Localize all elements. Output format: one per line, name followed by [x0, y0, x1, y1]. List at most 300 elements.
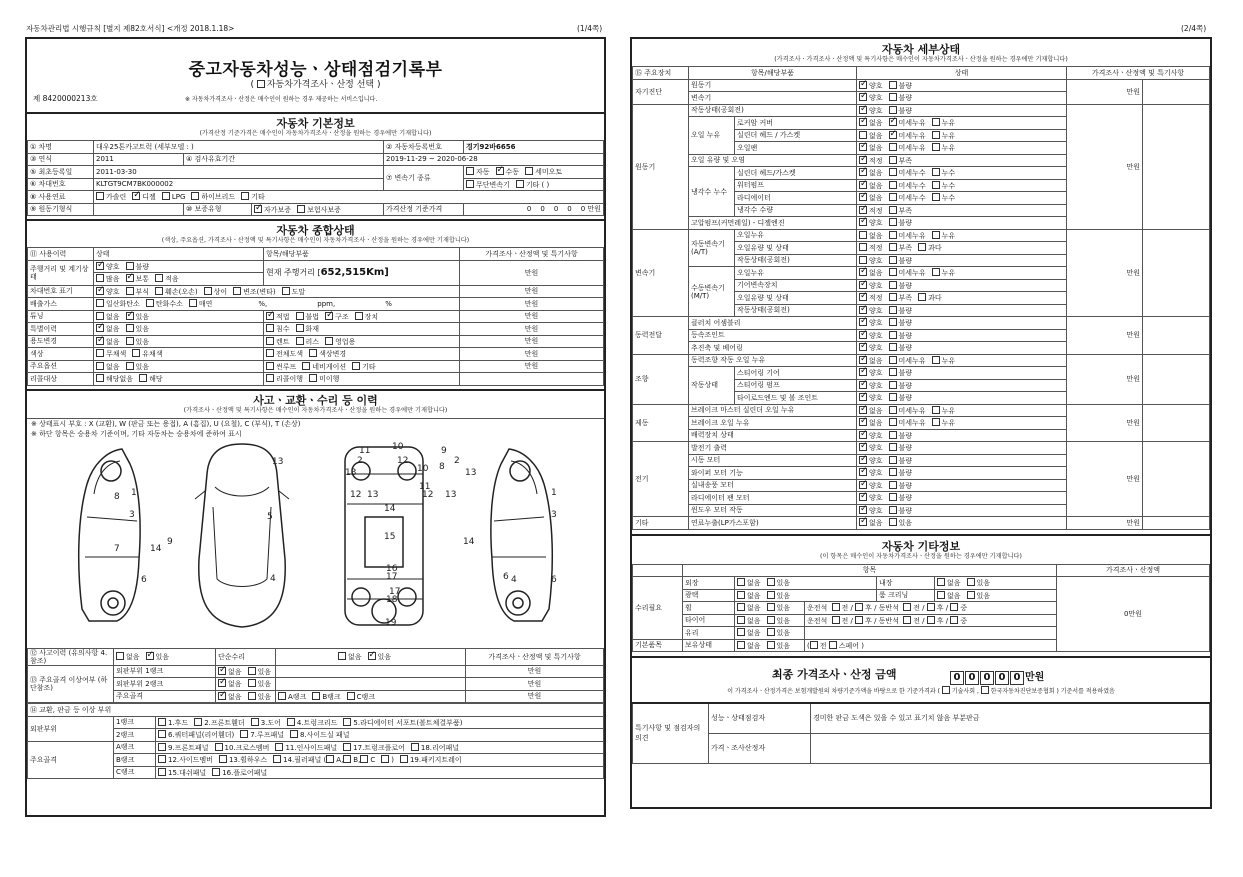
state-option[interactable]	[932, 268, 956, 277]
part-item[interactable]	[158, 718, 188, 727]
checkbox-icon[interactable]	[950, 616, 958, 624]
state-option[interactable]	[859, 481, 883, 490]
state-option[interactable]	[889, 218, 913, 227]
part-item[interactable]	[290, 730, 349, 739]
frame-option[interactable]	[218, 692, 242, 701]
state-option[interactable]	[889, 206, 913, 215]
checkbox-icon[interactable]	[927, 616, 935, 624]
frame-option[interactable]	[248, 679, 272, 688]
checkbox-icon[interactable]	[309, 349, 317, 357]
state-option[interactable]	[889, 368, 913, 377]
checkbox-icon[interactable]	[96, 324, 104, 332]
state-option[interactable]	[889, 106, 913, 115]
checkbox-icon[interactable]	[889, 206, 897, 214]
recall-option[interactable]	[139, 374, 163, 383]
gauge-option[interactable]	[126, 262, 150, 271]
vin-mark-option[interactable]	[233, 287, 276, 296]
recall-option[interactable]	[96, 374, 133, 383]
checkbox-icon[interactable]	[737, 603, 745, 611]
frame-rank-option[interactable]	[312, 692, 340, 701]
checkbox-icon[interactable]	[967, 578, 975, 586]
state-option[interactable]	[859, 156, 883, 165]
checkbox-icon[interactable]	[932, 268, 940, 276]
state-option[interactable]	[889, 118, 926, 127]
checkbox-icon[interactable]	[325, 312, 333, 320]
etc-option[interactable]	[737, 641, 761, 650]
history-detail-option[interactable]	[296, 324, 320, 333]
emission-option[interactable]	[189, 299, 213, 308]
checkbox-icon[interactable]	[932, 118, 940, 126]
state-option[interactable]	[859, 356, 883, 365]
checkbox-icon[interactable]	[859, 306, 867, 314]
checkbox-icon[interactable]	[96, 299, 104, 307]
checkbox-icon[interactable]	[218, 667, 226, 675]
state-option[interactable]	[918, 243, 942, 252]
state-option[interactable]	[859, 106, 883, 115]
checkbox-icon[interactable]	[338, 652, 346, 660]
state-option[interactable]	[889, 256, 913, 265]
part-item[interactable]	[411, 743, 459, 752]
checkbox-icon[interactable]	[889, 493, 897, 501]
checkbox-icon[interactable]	[254, 205, 262, 213]
state-option[interactable]	[859, 231, 883, 240]
state-option[interactable]	[889, 181, 926, 190]
state-option[interactable]	[889, 268, 926, 277]
checkbox-icon[interactable]	[466, 167, 474, 175]
checkbox-icon[interactable]	[859, 156, 867, 164]
checkbox-icon[interactable]	[266, 312, 274, 320]
state-option[interactable]	[889, 243, 913, 252]
checkbox-icon[interactable]	[355, 312, 363, 320]
checkbox-icon[interactable]	[918, 293, 926, 301]
checkbox-icon[interactable]	[859, 93, 867, 101]
warranty-option[interactable]	[254, 205, 291, 214]
etc-option[interactable]	[737, 591, 761, 600]
checkbox-icon[interactable]	[96, 374, 104, 382]
checkbox-icon[interactable]	[889, 281, 897, 289]
state-option[interactable]	[859, 93, 883, 102]
association-checkbox[interactable]	[981, 686, 989, 694]
checkbox-icon[interactable]	[158, 718, 166, 726]
state-option[interactable]	[889, 156, 913, 165]
checkbox-icon[interactable]	[889, 406, 897, 414]
state-option[interactable]	[859, 256, 883, 265]
checkbox-icon[interactable]	[96, 262, 104, 270]
part-item[interactable]	[194, 718, 245, 727]
checkbox-icon[interactable]	[158, 743, 166, 751]
state-option[interactable]	[918, 293, 942, 302]
checkbox-icon[interactable]	[859, 118, 867, 126]
checkbox-icon[interactable]	[360, 755, 368, 763]
state-option[interactable]	[932, 418, 956, 427]
checkbox-icon[interactable]	[96, 337, 104, 345]
checkbox-icon[interactable]	[889, 356, 897, 364]
checkbox-icon[interactable]	[96, 287, 104, 295]
state-option[interactable]	[932, 231, 956, 240]
state-option[interactable]	[889, 393, 913, 402]
state-option[interactable]	[889, 193, 926, 202]
etc-option[interactable]	[937, 591, 961, 600]
price-select-checkbox[interactable]	[257, 80, 265, 88]
checkbox-icon[interactable]	[859, 281, 867, 289]
state-option[interactable]	[859, 268, 883, 277]
options-detail-option[interactable]	[302, 362, 346, 371]
tuning-detail-option[interactable]	[266, 312, 290, 321]
transmission-option[interactable]	[466, 180, 510, 189]
checkbox-icon[interactable]	[737, 641, 745, 649]
state-option[interactable]	[859, 418, 883, 427]
checkbox-icon[interactable]	[932, 181, 940, 189]
checkbox-icon[interactable]	[889, 431, 897, 439]
checkbox-icon[interactable]	[859, 293, 867, 301]
state-option[interactable]	[932, 406, 956, 415]
checkbox-icon[interactable]	[158, 730, 166, 738]
checkbox-icon[interactable]	[273, 755, 281, 763]
checkbox-icon[interactable]	[162, 192, 170, 200]
checkbox-icon[interactable]	[219, 755, 227, 763]
state-option[interactable]	[932, 181, 956, 190]
checkbox-icon[interactable]	[859, 81, 867, 89]
part-item[interactable]	[287, 718, 338, 727]
part-item[interactable]	[381, 755, 394, 764]
checkbox-icon[interactable]	[381, 755, 389, 763]
checkbox-icon[interactable]	[266, 349, 274, 357]
checkbox-icon[interactable]	[767, 641, 775, 649]
frame-option[interactable]	[248, 667, 272, 676]
part-item[interactable]	[273, 755, 375, 764]
state-option[interactable]	[889, 331, 913, 340]
state-option[interactable]	[859, 381, 883, 390]
state-option[interactable]	[889, 443, 913, 452]
state-option[interactable]	[859, 193, 883, 202]
checkbox-icon[interactable]	[932, 418, 940, 426]
history-option[interactable]	[126, 324, 150, 333]
checkbox-icon[interactable]	[859, 193, 867, 201]
checkbox-icon[interactable]	[126, 287, 134, 295]
checkbox-icon[interactable]	[889, 168, 897, 176]
checkbox-icon[interactable]	[889, 181, 897, 189]
checkbox-icon[interactable]	[248, 679, 256, 687]
checkbox-icon[interactable]	[932, 406, 940, 414]
checkbox-icon[interactable]	[155, 274, 163, 282]
checkbox-icon[interactable]	[287, 718, 295, 726]
etc-option[interactable]	[737, 628, 761, 637]
vin-mark-option[interactable]	[155, 287, 198, 296]
checkbox-icon[interactable]	[859, 131, 867, 139]
history-detail-option[interactable]	[266, 324, 290, 333]
state-option[interactable]	[889, 406, 926, 415]
color-option[interactable]	[132, 349, 162, 358]
checkbox-icon[interactable]	[312, 692, 320, 700]
checkbox-icon[interactable]	[212, 768, 220, 776]
checkbox-icon[interactable]	[737, 591, 745, 599]
options-detail-option[interactable]	[266, 362, 296, 371]
checkbox-icon[interactable]	[889, 456, 897, 464]
frame-rank-option[interactable]	[278, 692, 306, 701]
checkbox-icon[interactable]	[126, 362, 134, 370]
checkbox-icon[interactable]	[889, 231, 897, 239]
recall-detail-option[interactable]	[266, 374, 303, 383]
checkbox-icon[interactable]	[889, 306, 897, 314]
checkbox-icon[interactable]	[218, 679, 226, 687]
checkbox-icon[interactable]	[903, 616, 911, 624]
state-option[interactable]	[932, 143, 956, 152]
checkbox-icon[interactable]	[889, 293, 897, 301]
color-option[interactable]	[96, 349, 126, 358]
state-option[interactable]	[889, 143, 926, 152]
frame-rank-option[interactable]	[347, 692, 375, 701]
state-option[interactable]	[859, 168, 883, 177]
recall-detail-option[interactable]	[309, 374, 339, 383]
state-option[interactable]	[859, 506, 883, 515]
state-option[interactable]	[859, 131, 883, 140]
state-option[interactable]	[859, 306, 883, 315]
color-detail-option[interactable]	[309, 349, 346, 358]
state-option[interactable]	[889, 356, 926, 365]
warranty-option[interactable]	[297, 205, 341, 214]
checkbox-icon[interactable]	[516, 180, 524, 188]
checkbox-icon[interactable]	[343, 718, 351, 726]
checkbox-icon[interactable]	[859, 218, 867, 226]
state-option[interactable]	[859, 518, 883, 527]
checkbox-icon[interactable]	[233, 287, 241, 295]
checkbox-icon[interactable]	[932, 168, 940, 176]
state-option[interactable]	[889, 518, 913, 527]
options-option[interactable]	[126, 362, 150, 371]
part-item[interactable]	[158, 743, 209, 752]
checkbox-icon[interactable]	[859, 256, 867, 264]
checkbox-icon[interactable]	[859, 168, 867, 176]
etc-option[interactable]	[737, 616, 761, 625]
color-detail-option[interactable]	[266, 349, 303, 358]
checkbox-icon[interactable]	[967, 591, 975, 599]
checkbox-icon[interactable]	[158, 768, 166, 776]
checkbox-icon[interactable]	[96, 349, 104, 357]
state-option[interactable]	[889, 468, 913, 477]
checkbox-icon[interactable]	[278, 692, 286, 700]
checkbox-icon[interactable]	[96, 192, 104, 200]
state-option[interactable]	[932, 193, 956, 202]
checkbox-icon[interactable]	[126, 274, 134, 282]
checkbox-icon[interactable]	[859, 206, 867, 214]
checkbox-icon[interactable]	[126, 262, 134, 270]
checkbox-icon[interactable]	[266, 374, 274, 382]
checkbox-icon[interactable]	[859, 506, 867, 514]
tuning-option[interactable]	[126, 312, 150, 321]
mileage-option[interactable]	[155, 274, 179, 283]
state-option[interactable]	[889, 456, 913, 465]
part-item[interactable]	[158, 730, 234, 739]
state-option[interactable]	[932, 131, 956, 140]
checkbox-icon[interactable]	[937, 578, 945, 586]
state-option[interactable]	[889, 343, 913, 352]
checkbox-icon[interactable]	[204, 287, 212, 295]
part-item[interactable]	[400, 755, 462, 764]
vin-mark-option[interactable]	[126, 287, 150, 296]
checkbox-icon[interactable]	[191, 192, 199, 200]
checkbox-icon[interactable]	[889, 81, 897, 89]
checkbox-icon[interactable]	[859, 106, 867, 114]
checkbox-icon[interactable]	[855, 616, 863, 624]
checkbox-icon[interactable]	[368, 652, 376, 660]
checkbox-icon[interactable]	[889, 243, 897, 251]
checkbox-icon[interactable]	[859, 393, 867, 401]
simple-repair-option[interactable]	[368, 652, 392, 661]
options-detail-option[interactable]	[352, 362, 376, 371]
checkbox-icon[interactable]	[132, 192, 140, 200]
checkbox-icon[interactable]	[829, 641, 837, 649]
checkbox-icon[interactable]	[889, 368, 897, 376]
checkbox-icon[interactable]	[296, 324, 304, 332]
part-item[interactable]	[158, 768, 206, 777]
state-option[interactable]	[859, 368, 883, 377]
state-option[interactable]	[889, 81, 913, 90]
state-option[interactable]	[889, 431, 913, 440]
state-option[interactable]	[889, 506, 913, 515]
checkbox-icon[interactable]	[767, 628, 775, 636]
checkbox-icon[interactable]	[859, 368, 867, 376]
checkbox-icon[interactable]	[937, 591, 945, 599]
state-option[interactable]	[859, 468, 883, 477]
checkbox-icon[interactable]	[343, 743, 351, 751]
checkbox-icon[interactable]	[96, 274, 104, 282]
checkbox-icon[interactable]	[859, 406, 867, 414]
emission-option[interactable]	[96, 299, 140, 308]
etc-option[interactable]	[767, 591, 791, 600]
checkbox-icon[interactable]	[139, 374, 147, 382]
checkbox-icon[interactable]	[240, 730, 248, 738]
checkbox-icon[interactable]	[215, 743, 223, 751]
part-item[interactable]	[158, 755, 213, 764]
state-option[interactable]	[889, 318, 913, 327]
checkbox-icon[interactable]	[889, 106, 897, 114]
tuning-detail-option[interactable]	[355, 312, 379, 321]
checkbox-icon[interactable]	[932, 231, 940, 239]
accident-option[interactable]	[146, 652, 170, 661]
use-option[interactable]	[96, 337, 120, 346]
state-option[interactable]	[859, 118, 883, 127]
state-option[interactable]	[889, 168, 926, 177]
transmission-option[interactable]	[516, 180, 549, 189]
part-item[interactable]	[212, 768, 267, 777]
checkbox-icon[interactable]	[889, 118, 897, 126]
checkbox-icon[interactable]	[96, 312, 104, 320]
state-option[interactable]	[889, 93, 913, 102]
checkbox-icon[interactable]	[889, 518, 897, 526]
state-option[interactable]	[889, 293, 913, 302]
history-option[interactable]	[96, 324, 120, 333]
checkbox-icon[interactable]	[859, 243, 867, 251]
simple-repair-option[interactable]	[338, 652, 362, 661]
checkbox-icon[interactable]	[859, 331, 867, 339]
checkbox-icon[interactable]	[251, 718, 259, 726]
checkbox-icon[interactable]	[810, 641, 818, 649]
state-option[interactable]	[859, 318, 883, 327]
checkbox-icon[interactable]	[466, 180, 474, 188]
checkbox-icon[interactable]	[496, 167, 504, 175]
checkbox-icon[interactable]	[767, 578, 775, 586]
state-option[interactable]	[889, 481, 913, 490]
checkbox-icon[interactable]	[146, 299, 154, 307]
fuel-option[interactable]	[241, 192, 265, 201]
checkbox-icon[interactable]	[218, 692, 226, 700]
fuel-option[interactable]	[96, 192, 126, 201]
checkbox-icon[interactable]	[146, 652, 154, 660]
state-option[interactable]	[889, 418, 926, 427]
checkbox-icon[interactable]	[859, 318, 867, 326]
state-option[interactable]	[859, 181, 883, 190]
transmission-option[interactable]	[466, 167, 490, 176]
checkbox-icon[interactable]	[859, 231, 867, 239]
checkbox-icon[interactable]	[889, 131, 897, 139]
state-option[interactable]	[859, 343, 883, 352]
checkbox-icon[interactable]	[832, 603, 840, 611]
etc-option[interactable]	[767, 628, 791, 637]
transmission-option[interactable]	[496, 167, 520, 176]
state-option[interactable]	[859, 393, 883, 402]
use-detail-option[interactable]	[325, 337, 355, 346]
fuel-option[interactable]	[132, 192, 156, 201]
checkbox-icon[interactable]	[126, 324, 134, 332]
state-option[interactable]	[859, 243, 883, 252]
checkbox-icon[interactable]	[950, 603, 958, 611]
state-option[interactable]	[859, 443, 883, 452]
state-option[interactable]	[889, 131, 926, 140]
checkbox-icon[interactable]	[248, 667, 256, 675]
use-detail-option[interactable]	[296, 337, 320, 346]
checkbox-icon[interactable]	[859, 431, 867, 439]
vin-mark-option[interactable]	[96, 287, 120, 296]
checkbox-icon[interactable]	[155, 287, 163, 295]
checkbox-icon[interactable]	[525, 167, 533, 175]
part-item[interactable]	[275, 743, 337, 752]
checkbox-icon[interactable]	[411, 743, 419, 751]
checkbox-icon[interactable]	[325, 337, 333, 345]
checkbox-icon[interactable]	[932, 143, 940, 151]
emission-option[interactable]	[146, 299, 183, 308]
use-detail-option[interactable]	[266, 337, 290, 346]
vin-mark-option[interactable]	[204, 287, 228, 296]
checkbox-icon[interactable]	[889, 193, 897, 201]
checkbox-icon[interactable]	[889, 143, 897, 151]
checkbox-icon[interactable]	[290, 730, 298, 738]
checkbox-icon[interactable]	[859, 456, 867, 464]
state-option[interactable]	[859, 81, 883, 90]
checkbox-icon[interactable]	[194, 718, 202, 726]
checkbox-icon[interactable]	[302, 362, 310, 370]
checkbox-icon[interactable]	[309, 374, 317, 382]
accident-option[interactable]	[116, 652, 140, 661]
checkbox-icon[interactable]	[737, 578, 745, 586]
etc-option[interactable]	[767, 603, 791, 612]
checkbox-icon[interactable]	[889, 156, 897, 164]
state-option[interactable]	[932, 356, 956, 365]
part-item[interactable]	[215, 743, 270, 752]
state-option[interactable]	[859, 206, 883, 215]
state-option[interactable]	[859, 143, 883, 152]
transmission-option[interactable]	[525, 167, 562, 176]
fuel-option[interactable]	[191, 192, 235, 201]
etc-option[interactable]	[967, 591, 991, 600]
checkbox-icon[interactable]	[859, 381, 867, 389]
checkbox-icon[interactable]	[275, 743, 283, 751]
checkbox-icon[interactable]	[859, 518, 867, 526]
checkbox-icon[interactable]	[889, 381, 897, 389]
part-item[interactable]	[219, 755, 267, 764]
tuning-detail-option[interactable]	[296, 312, 320, 321]
checkbox-icon[interactable]	[903, 603, 911, 611]
checkbox-icon[interactable]	[918, 243, 926, 251]
